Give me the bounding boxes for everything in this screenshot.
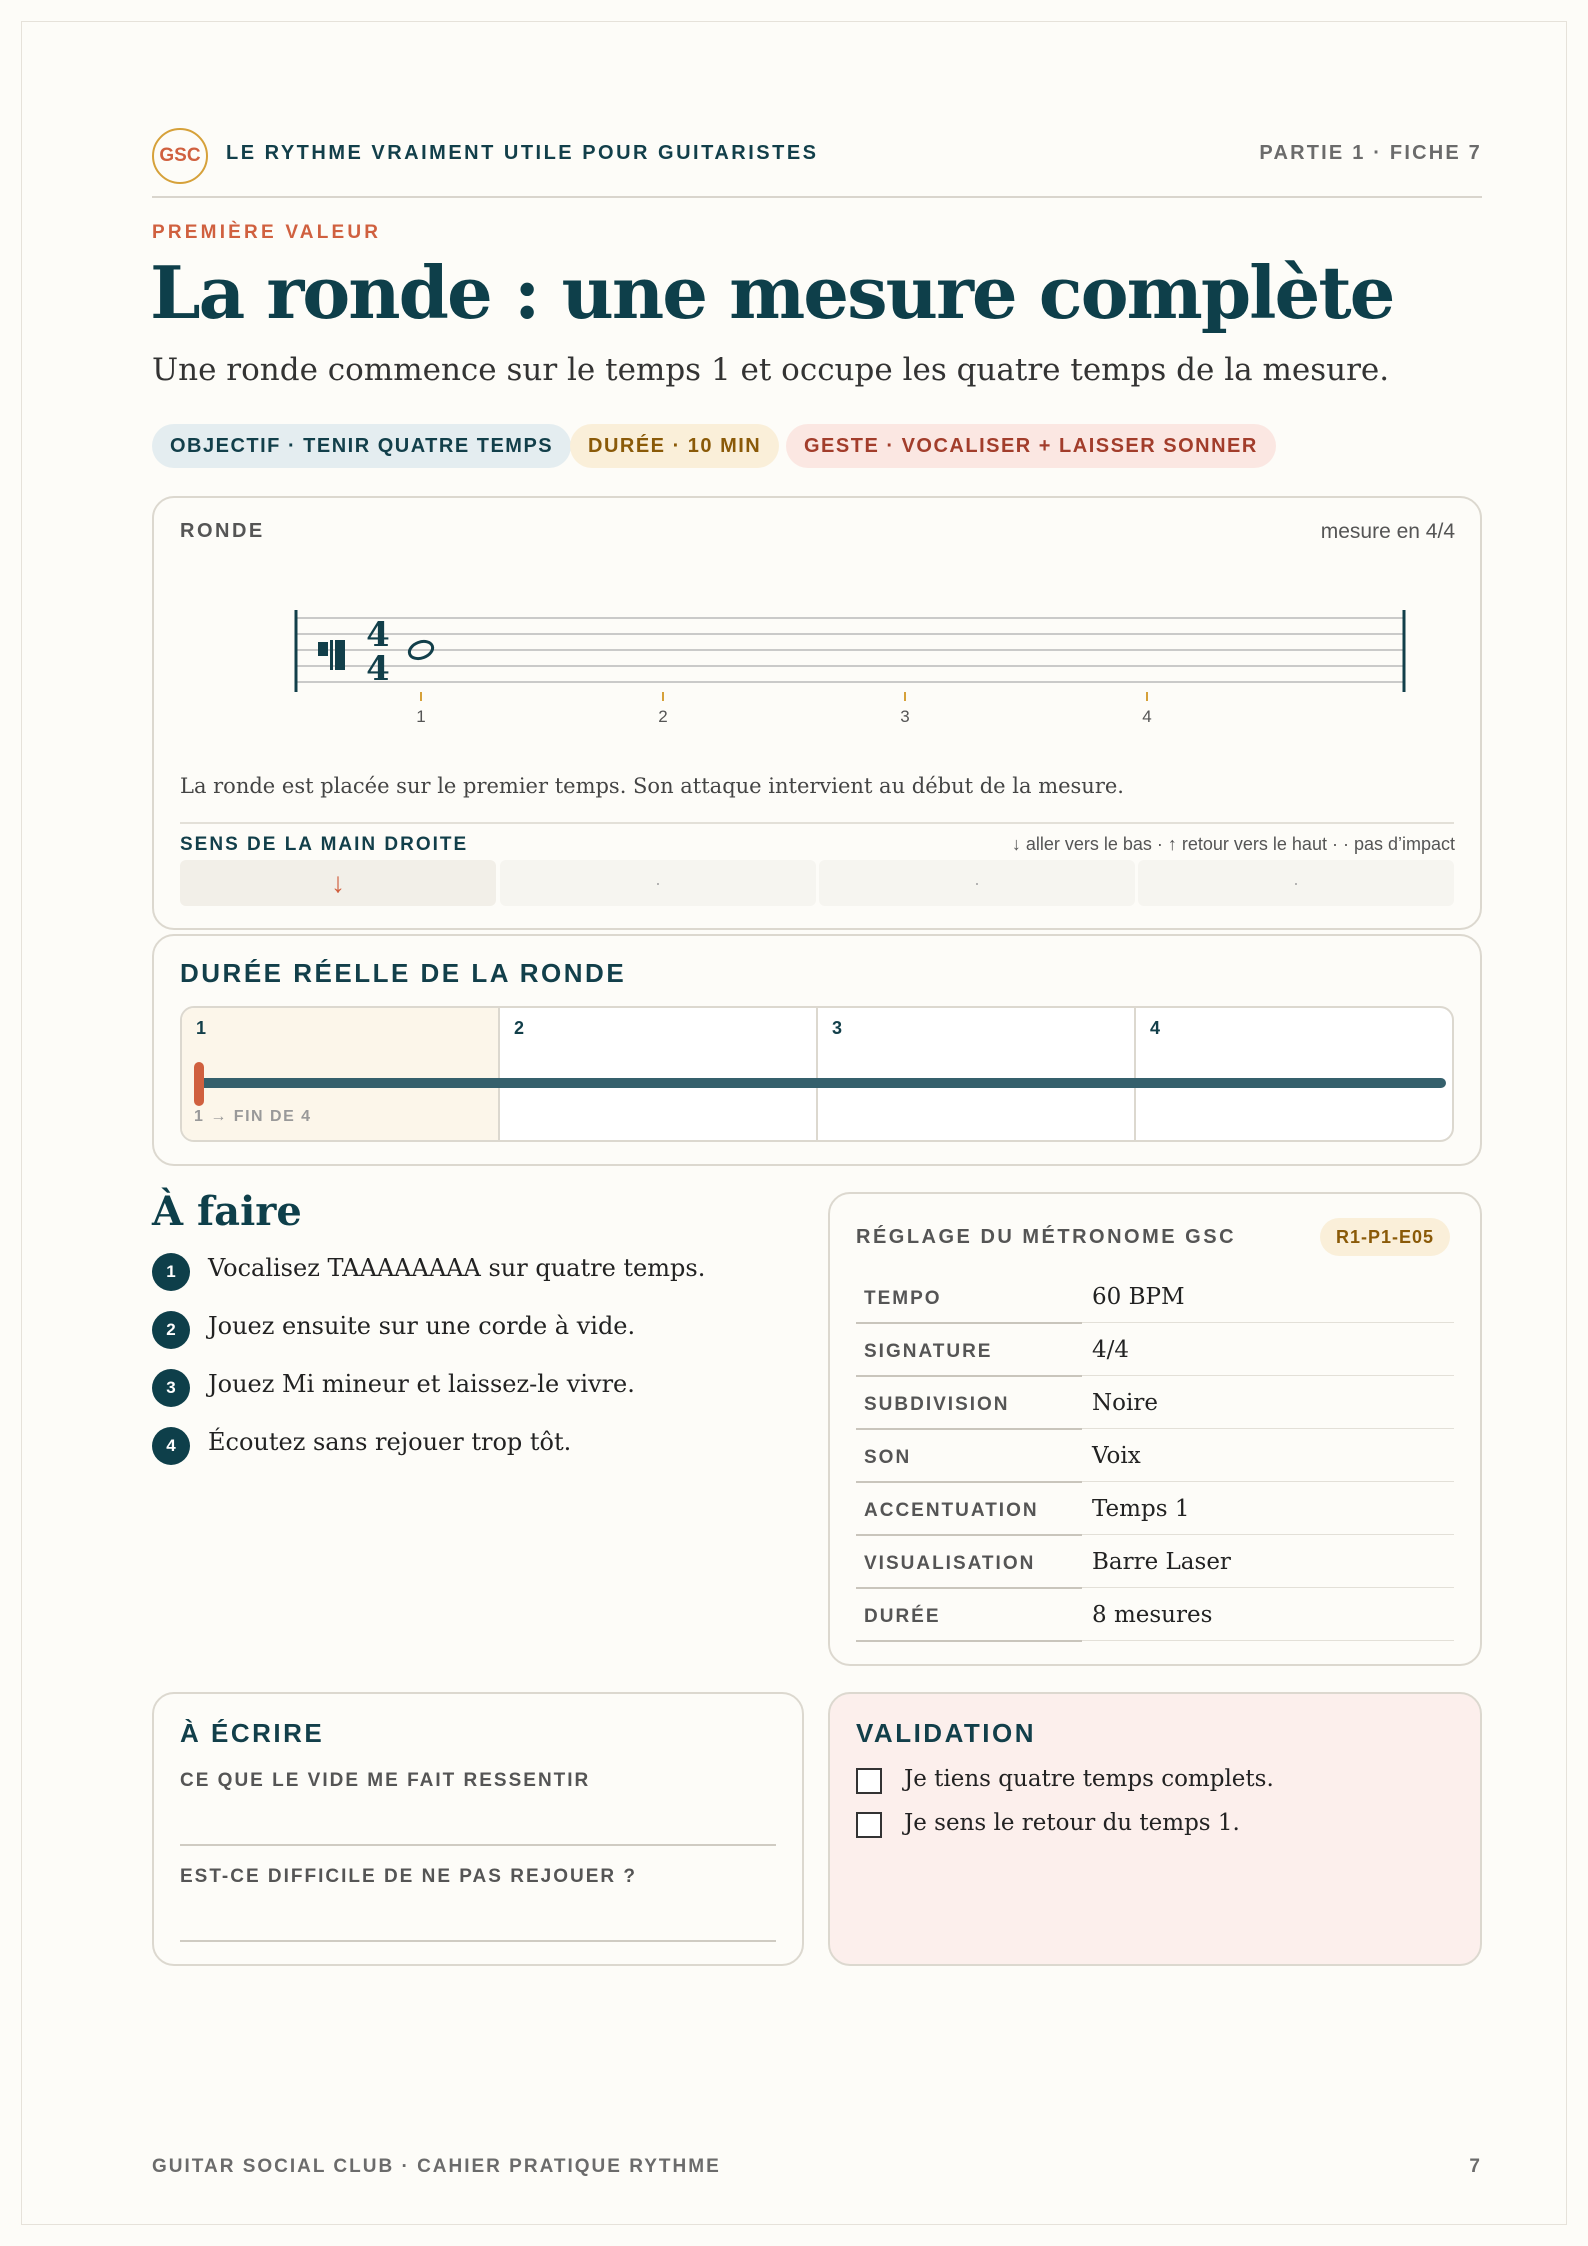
setting-label: SUBDIVISION [864, 1394, 1010, 1415]
beat-label-2: 2 [658, 707, 668, 726]
lead: Une ronde commence sur le temps 1 et occupe les quatre temps de la mesure. [152, 352, 1390, 388]
timeline-beat-2 [500, 1008, 818, 1142]
ronde-explanation: La ronde est placée sur le premier temps. Son attaque intervient au début de la mesure. [180, 774, 1124, 798]
beat-ticks [416, 692, 1151, 726]
timeline-beat-2-label: 2 [514, 1018, 525, 1038]
ronde-caption: RONDE [180, 520, 265, 542]
setting-label: SON [864, 1447, 912, 1468]
validation-title: VALIDATION [856, 1718, 1037, 1748]
setting-row-visualisation [856, 1535, 1454, 1588]
timeline-beat-3 [818, 1008, 1136, 1142]
staff-lines [296, 618, 1404, 682]
footer-page-number: 7 [1469, 2156, 1482, 2177]
setting-row-son [856, 1429, 1454, 1482]
setting-value: Voix [1092, 1443, 1141, 1469]
setting-label: TEMPO [864, 1288, 942, 1309]
staff [280, 600, 1420, 750]
duration-title: DURÉE RÉELLE DE LA RONDE [180, 958, 627, 988]
validation-checkbox-1[interactable] [856, 1768, 882, 1794]
step-1-number: 1 [152, 1253, 190, 1291]
step-1-text: Vocalisez TAAAAAAAA sur quatre temps. [208, 1254, 706, 1282]
header-title: LE RYTHME VRAIMENT UTILE POUR GUITARISTES [226, 142, 819, 164]
ronde-divider [180, 822, 1454, 824]
setting-row-subdivision [856, 1376, 1454, 1429]
write-title: À ÉCRIRE [180, 1718, 325, 1748]
setting-value: 4/4 [1092, 1337, 1130, 1363]
setting-value: 60 BPM [1092, 1284, 1185, 1310]
pill-geste: GESTE · VOCALISER + LAISSER SONNER [786, 424, 1276, 468]
validation-checkbox-2[interactable] [856, 1812, 882, 1838]
step-2-text: Jouez ensuite sur une corde à vide. [208, 1312, 636, 1340]
step-3-number: 3 [152, 1369, 190, 1407]
strum-cell-4: · [1138, 860, 1454, 906]
timeline-beat-4-label: 4 [1150, 1018, 1161, 1038]
time-signature-top: 4 [366, 615, 390, 655]
time-signature-bottom: 4 [366, 649, 390, 689]
timeline-beat-3-label: 3 [832, 1018, 843, 1038]
step-2-number: 2 [152, 1311, 190, 1349]
validation-item-2: Je sens le retour du temps 1. [904, 1810, 1240, 1836]
gsc-logo: GSC [152, 128, 208, 184]
setting-row-signature [856, 1323, 1454, 1376]
beat-label-4: 4 [1142, 707, 1152, 726]
metronome-title: RÉGLAGE DU MÉTRONOME GSC [856, 1226, 1237, 1248]
setting-label: ACCENTUATION [864, 1500, 1039, 1521]
setting-value: 8 mesures [1092, 1602, 1213, 1628]
validation-item-1: Je tiens quatre temps complets. [904, 1766, 1274, 1792]
strum-title: SENS DE LA MAIN DROITE [180, 834, 469, 855]
setting-label: VISUALISATION [864, 1553, 1036, 1574]
meter-note: mesure en 4/4 [1320, 520, 1455, 543]
pill-duree: DURÉE · 10 MIN [570, 424, 779, 468]
duration-timeline [180, 1006, 1454, 1142]
header-rule [152, 196, 1482, 198]
timeline-beat-1-label: 1 [196, 1018, 207, 1038]
footer-left: GUITAR SOCIAL CLUB · CAHIER PRATIQUE RYTHME [152, 2156, 721, 2177]
setting-value: Barre Laser [1092, 1549, 1231, 1575]
kicker: PREMIÈRE VALEUR [152, 222, 382, 243]
strum-cell-2: · [500, 860, 816, 906]
beat-label-3: 3 [900, 707, 910, 726]
step-4-text: Écoutez sans rejouer trop tôt. [208, 1428, 572, 1456]
setting-row-accentuation [856, 1482, 1454, 1535]
setting-label: DURÉE [864, 1606, 941, 1627]
write-prompt-1: CE QUE LE VIDE ME FAIT RESSENTIR [180, 1770, 591, 1791]
setting-value: Noire [1092, 1390, 1158, 1416]
header-part: PARTIE 1 · FICHE 7 [1259, 142, 1482, 164]
write-line-1[interactable] [180, 1844, 776, 1846]
attack-marker [194, 1062, 204, 1106]
setting-label: SIGNATURE [864, 1341, 993, 1362]
strum-cell-1: ↓ [180, 860, 496, 906]
setting-value: Temps 1 [1092, 1496, 1190, 1522]
beat-label-1: 1 [416, 707, 426, 726]
strum-legend: ↓ aller vers le bas · ↑ retour vers le haut · · pas d’impact [1011, 834, 1455, 854]
pill-objectif: OBJECTIF · TENIR QUATRE TEMPS [152, 424, 571, 468]
write-prompt-2: EST-CE DIFFICILE DE NE PAS REJOUER ? [180, 1866, 637, 1887]
strum-cell-3: · [819, 860, 1135, 906]
page-title: La ronde : une mesure complète [150, 250, 1394, 335]
step-3-text: Jouez Mi mineur et laissez-le vivre. [208, 1370, 635, 1398]
step-4-number: 4 [152, 1427, 190, 1465]
setting-row-duree [856, 1588, 1454, 1641]
timeline-beat-4 [1136, 1008, 1454, 1142]
duration-span-bar [196, 1078, 1446, 1088]
todo-title: À faire [152, 1188, 302, 1235]
metronome-code-badge: R1-P1-E05 [1320, 1218, 1450, 1256]
write-line-2[interactable] [180, 1940, 776, 1942]
duration-span-label: 1 → FIN DE 4 [194, 1108, 312, 1125]
setting-row-tempo [856, 1270, 1454, 1323]
